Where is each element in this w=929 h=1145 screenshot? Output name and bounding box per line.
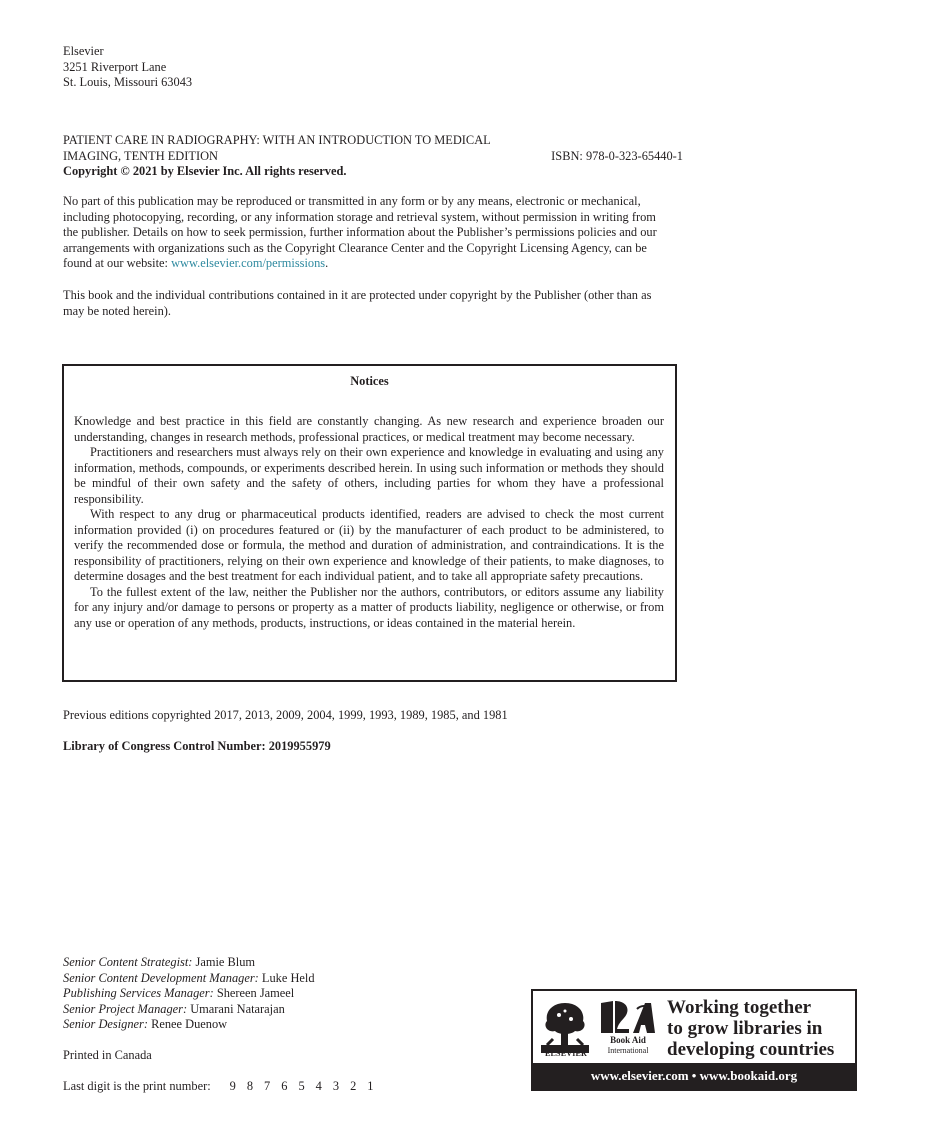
- staff-name: Luke Held: [258, 970, 315, 985]
- print-digits: [219, 1079, 374, 1093]
- publisher-address: [63, 44, 363, 91]
- staff-role: Senior Content Strategist:: [63, 955, 193, 969]
- staff-name: Renee Duenow: [148, 1017, 228, 1031]
- slogan-line-3: developing countries: [667, 1039, 835, 1060]
- staff-role: Senior Content Development Manager:: [63, 970, 259, 985]
- lccn: Library of Congress Control Number: 2019955979: [63, 739, 331, 753]
- staff-row: [63, 1017, 483, 1033]
- staff-role: Senior Designer:: [63, 1017, 148, 1031]
- previous-editions: Previous editions copyrighted 2017, 2013, 2009, 2004, 1999, 1993, 1989, 1985, and 1981: [63, 708, 508, 722]
- staff-row: [63, 1002, 483, 1018]
- book-aid-label: Book Aid: [610, 1035, 646, 1045]
- print-digit: 8: [246, 1079, 254, 1093]
- rights-text: No part of this publication may be reproduced or transmitted in any form or by any means, electronic or mechanical, including photocopying, recording, or any information storage and retrieval system, without permission in writing from the publisher. Details on how to seek permission, further information about the Publisher’s permissions policies and our arrangements with organizations such as the Copyright Clearance Center and the Copyright Licensing Agency, can be found at our website:: [63, 194, 657, 270]
- elsevier-label: ELSEVIER: [544, 1049, 588, 1058]
- print-digit: 3: [332, 1079, 340, 1093]
- notices-heading: Notices: [350, 374, 389, 388]
- copyright-line: Copyright © 2021 by Elsevier Inc. All rights reserved.: [63, 164, 347, 178]
- staff-row: [63, 971, 483, 987]
- publisher-name: Elsevier: [63, 44, 104, 58]
- book-aid-icon: [599, 999, 657, 1035]
- staff-role: Publishing Services Manager:: [63, 986, 214, 1000]
- protection-paragraph: This book and the individual contributions contained in it are protected under copyright by the Publisher (other than as may be noted herein).: [63, 288, 652, 318]
- elsevier-tree-icon: [539, 999, 591, 1055]
- print-digit: 9: [229, 1079, 236, 1093]
- notices-body: [74, 414, 664, 631]
- logo-websites: www.elsevier.com • www.bookaid.org: [533, 1063, 855, 1089]
- staff-credits: [63, 955, 483, 1033]
- print-number-label: Last digit is the print number:: [63, 1079, 211, 1093]
- rights-paragraph: [63, 194, 668, 272]
- print-digit: 1: [367, 1079, 374, 1093]
- notices-box: [62, 364, 677, 682]
- print-digit: 5: [298, 1079, 305, 1093]
- staff-row: [63, 955, 483, 971]
- book-title-line1: PATIENT CARE IN RADIOGRAPHY: WITH AN INTRODUCTION TO MEDICAL: [63, 133, 491, 147]
- title-block: [63, 133, 683, 180]
- slogan: [667, 997, 852, 1060]
- title-row: [63, 149, 683, 165]
- notice-paragraph-1: Knowledge and best practice in this field are constantly changing. As new research and experience broaden our understanding, changes in research methods, professional practices, or medical treatment may become necessary.: [74, 414, 664, 444]
- staff-name: Umarani Natarajan: [187, 1001, 285, 1016]
- notice-paragraph-4: To the fullest extent of the law, neither the Publisher nor the authors, contributors, or editors assume any liability for any injury and/or damage to persons or property as a matter of products liability, negligence or otherwise, or from any use or operation of any methods, products, instructions, or ideas contained in the material herein.: [74, 584, 664, 630]
- street-address: 3251 Riverport Lane: [63, 59, 167, 74]
- isbn: ISBN: 978-0-323-65440-1: [551, 148, 683, 163]
- international-label: International: [607, 1046, 649, 1055]
- staff-name: Shereen Jameel: [213, 986, 295, 1000]
- notice-paragraph-2: Practitioners and researchers must always rely on their own experience and knowledge in evaluating and using any information, methods, compounds, or experiments described herein. In using such information or methods they should be mindful of their own safety and the safety of others, including parties for whom they have a professional responsibility.: [74, 445, 664, 506]
- print-digit: 6: [281, 1079, 288, 1093]
- printed-in: Printed in Canada: [63, 1048, 152, 1062]
- slogan-line-2: to grow libraries in: [667, 1018, 823, 1039]
- slogan-line-1: Working together: [667, 997, 812, 1018]
- rights-period: .: [325, 256, 329, 270]
- staff-row: [63, 986, 483, 1002]
- staff-name: Jamie Blum: [192, 955, 256, 969]
- print-digit: 7: [264, 1079, 271, 1093]
- book-aid-logo: [531, 989, 857, 1091]
- notice-paragraph-3: With respect to any drug or pharmaceutical products identified, readers are advised to check the most current information provided (i) on procedures featured or (ii) by the manufacturer of each product to be administered, to verify the recommended dose or formula, the method and duration of administration, and contraindications. It is the responsibility of practitioners, relying on their own experience and knowledge of their patients, to make diagnoses, to determine dosages and the best treatment for each individual patient, and to take all appropriate safety precautions.: [74, 507, 664, 583]
- book-title-line2: IMAGING, TENTH EDITION: [63, 148, 218, 163]
- print-digit: 4: [315, 1079, 322, 1093]
- print-digit: 2: [350, 1079, 357, 1093]
- permissions-link[interactable]: www.elsevier.com/permissions: [171, 256, 326, 270]
- print-number-line: [63, 1079, 373, 1095]
- city-state-zip: St. Louis, Missouri 63043: [63, 75, 193, 89]
- staff-role: Senior Project Manager:: [63, 1001, 188, 1016]
